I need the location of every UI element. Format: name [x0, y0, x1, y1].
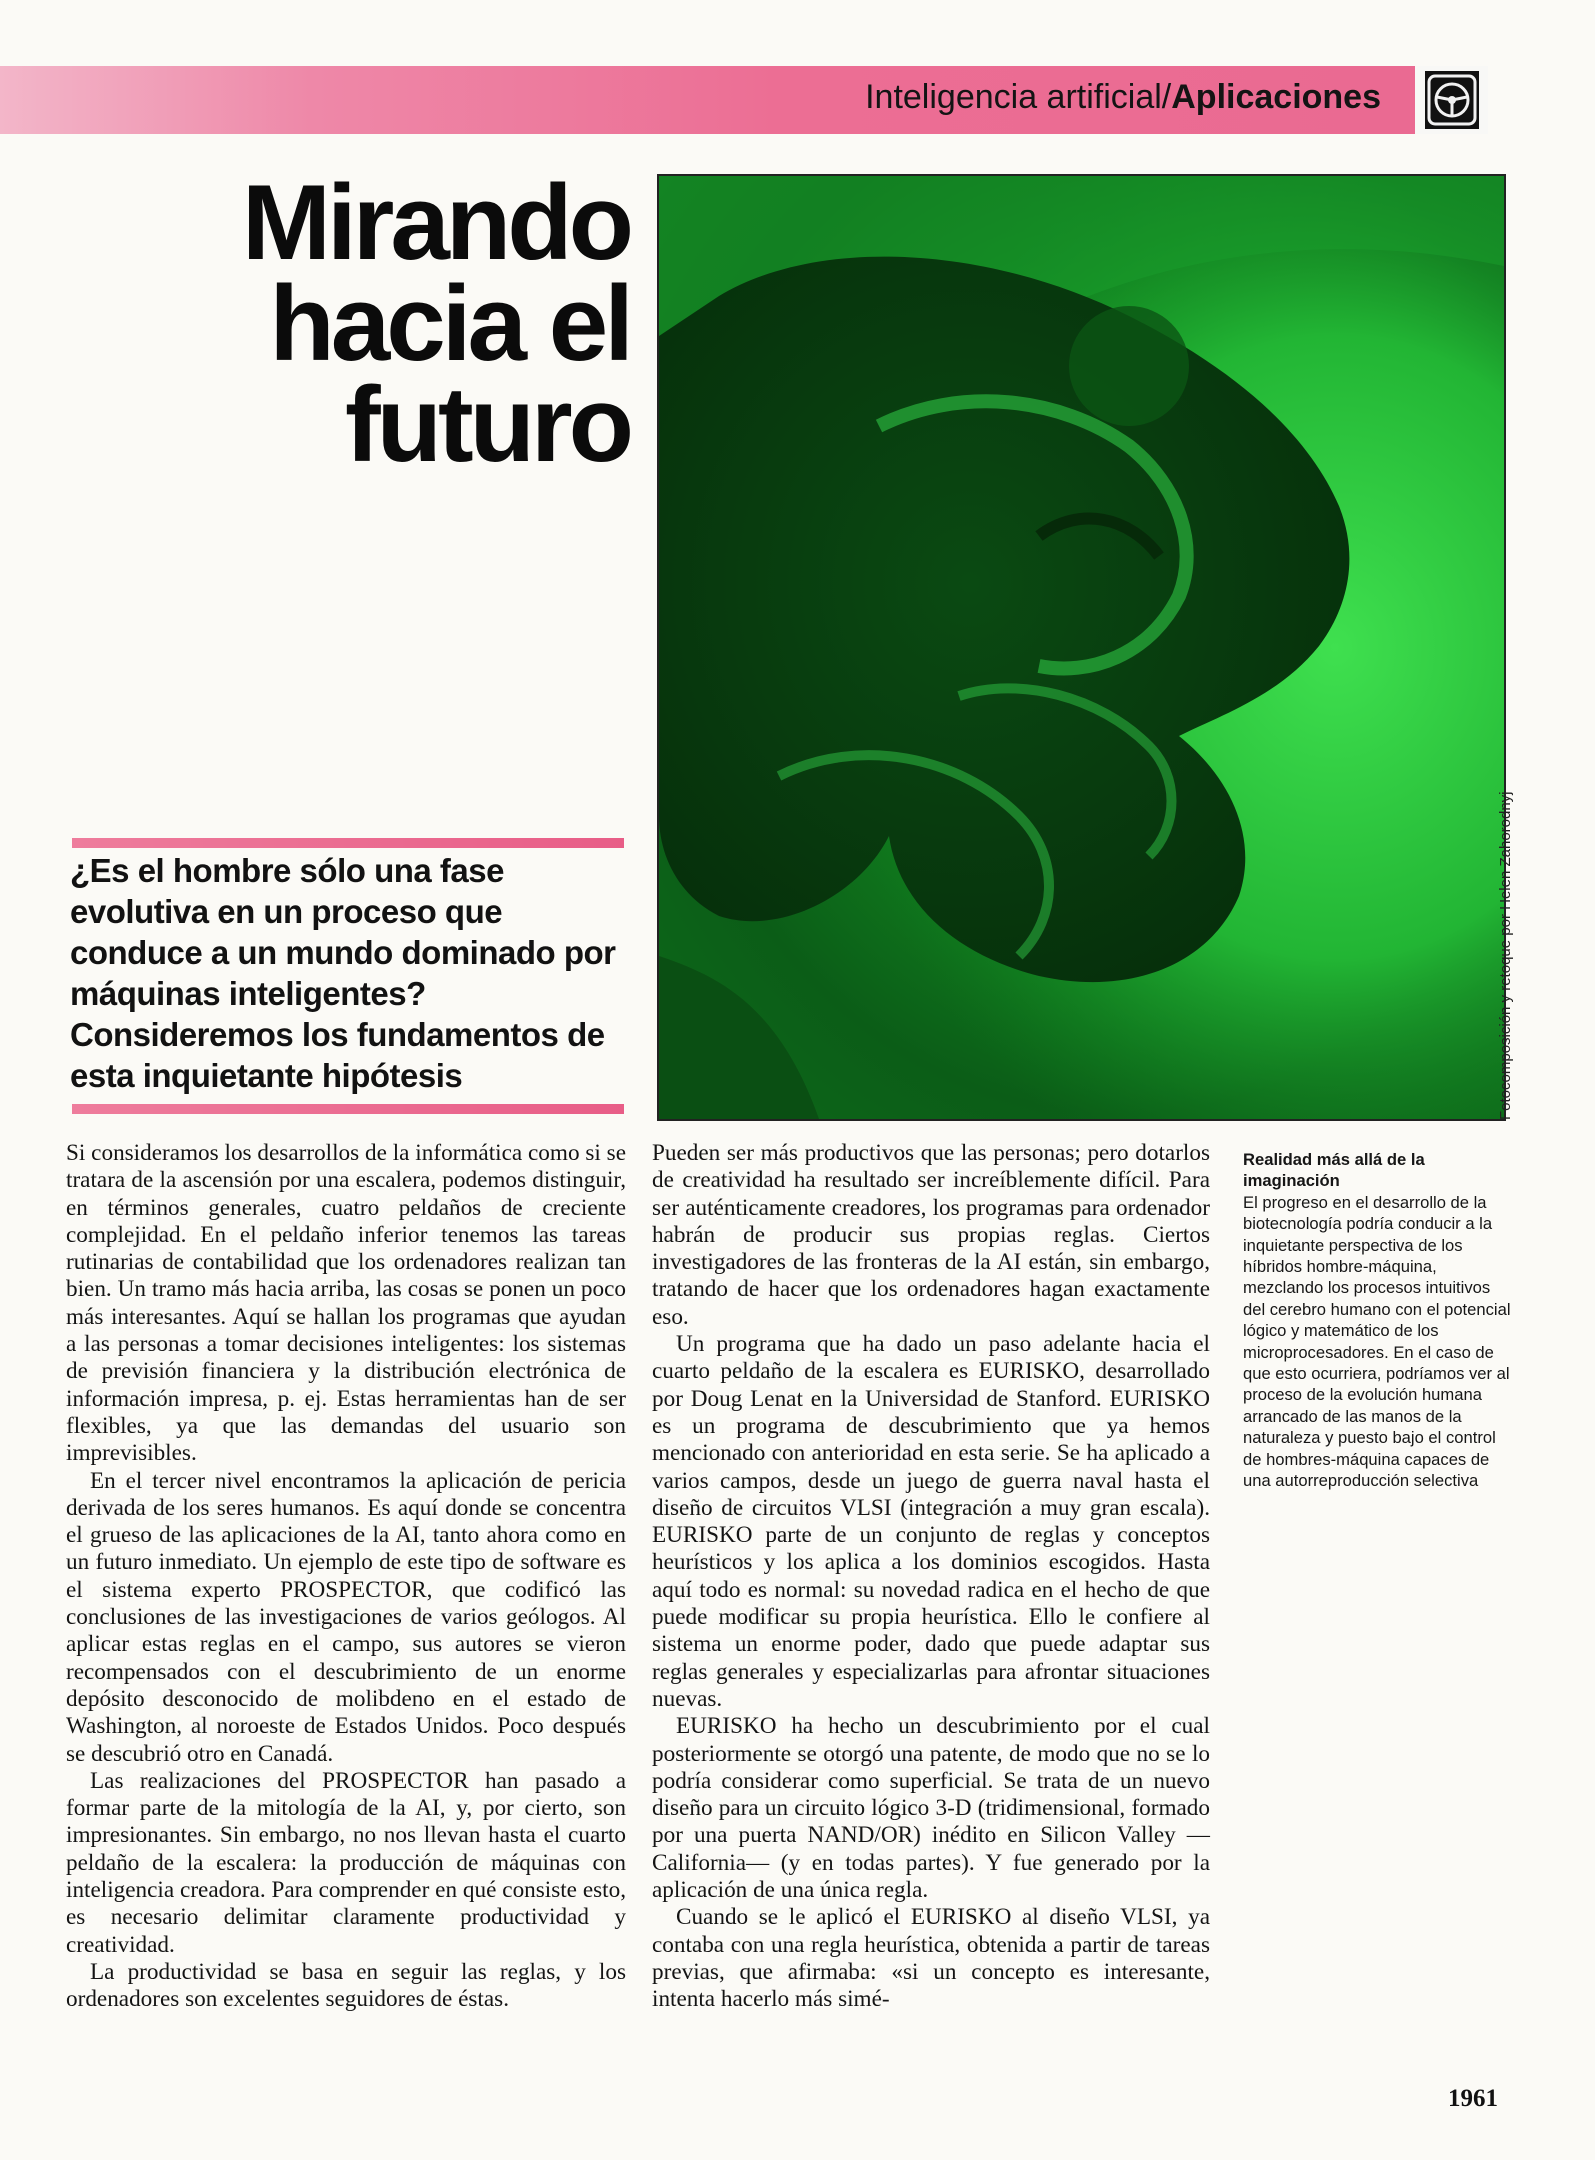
article-title — [150, 162, 630, 484]
col1-paragraph-4: La productividad se basa en seguir las reglas, y los ordenadores son excelentes seguidores de éstas. — [66, 1958, 626, 2013]
col2-paragraph-3: EURISKO ha hecho un descubrimiento por el cual posteriormente se otorgó una patente, de modo que no se lo podría considerar como superficial. Se trata de un nuevo diseño para un circuito lógico 3-D (tridimensional, formado por una puerta NAND/OR) inédito en Silicon Valley —California— (y en todas partes). Y fue generado por la aplicación de una única regla. — [652, 1713, 1210, 1904]
col1-paragraph-1: Si consideramos los desarrollos de la informática como si se tratara de la ascensión por una escalera, podemos distinguir, en términos generales, cuatro peldaños de creciente complejidad. En el peldaño inferior tenemos las tareas rutinarias de contabilidad que los ordenadores realizan tan bien. Un tramo más hacia arriba, las cosas se ponen un poco más interesantes. Aquí se hallan los programas que ayudan a las personas a tomar decisiones inteligentes: los sistemas de previsión financiera y la distribución electrónica de información impresa, p. ej. Estas herramientas han de ser flexibles, ya que las demandas del usuario son imprevisibles. — [66, 1140, 626, 1467]
section-title — [865, 78, 1381, 117]
col1-paragraph-3: Las realizaciones del PROSPECTOR han pasado a formar parte de la mitología de la AI, y, por cierto, son impresionantes. Sin embargo, no nos llevan hasta el cuarto peldaño de la escalera: la producción de máquinas con inteligencia creadora. Para comprender en qué consiste esto, es necesario delimitar claramente productividad y creatividad. — [66, 1767, 626, 1958]
body-column-2 — [652, 1140, 1210, 2014]
thinker-photo — [657, 174, 1506, 1121]
col2-paragraph-4: Cuando se le aplicó el EURISKO al diseño VLSI, ya contaba con una regla heurística, obtenida a partir de tareas previas, que afirmaba: «si un concepto es interesante, intenta hacerlo más simé- — [652, 1904, 1210, 2013]
lead-paragraph: ¿Es el hombre sólo una fase evolutiva en un proceso que conduce a un mundo dominado por máquinas inteligentes? Consideremos los fundamentos de esta inquietante hipótesis — [70, 852, 616, 1094]
steering-wheel-icon — [1425, 71, 1479, 129]
title-line-3: futuro — [345, 364, 630, 484]
page-number: 1961 — [1448, 2085, 1498, 2112]
photo-caption — [1243, 1149, 1513, 1492]
section-badge — [1415, 66, 1488, 134]
lead-rule-top — [72, 838, 624, 848]
title-line-1: Mirando — [241, 162, 630, 282]
caption-title: Realidad más allá de la imaginación — [1243, 1150, 1425, 1191]
body-column-1 — [66, 1140, 626, 2014]
section-name: Aplicaciones — [1171, 78, 1381, 116]
title-line-2: hacia el — [269, 263, 630, 383]
section-prefix: Inteligencia artificial/ — [865, 78, 1172, 116]
caption-text: El progreso en el desarrollo de la biotecnología podría conducir a la inquietante perspectiva de los híbridos hombre-máquina, mezclando los procesos intuitivos del cerebro humano con el potencial lógico y matemático de los microprocesadores. En el caso de que esto ocurriera, podríamos ver al proceso de la evolución humana arrancado de las manos de la naturaleza y puesto bajo el control de hombres-máquina capaces de una autorreproducción selectiva — [1243, 1192, 1511, 1491]
col2-paragraph-2: Un programa que ha dado un paso adelante hacia el cuarto peldaño de la escalera es EURISKO, desarrollado por Doug Lenat en la Universidad de Stanford. EURISKO es un programa de descubrimiento que ya hemos mencionado con anterioridad en esta serie. Se ha aplicado a varios campos, desde un juego de guerra naval hasta el diseño de circuitos VLSI (integración a muy gran escala). EURISKO parte de un conjunto de reglas y conceptos heurísticos y los aplica a los dominios escogidos. Hasta aquí todo es normal: su novedad radica en el hecho de que puede modificar su propia heurística. Ello le confiere al sistema un enorme poder, dado que puede adaptar sus reglas generales y especializarlas para afrontar situaciones nuevas. — [652, 1331, 1210, 1712]
col2-paragraph-1: Pueden ser más productivos que las personas; pero dotarlos de creatividad ha resultado ser increíblemente difícil. Para ser auténticamente creadores, los programas para ordenador habrán de producir sus propias reglas. Ciertos investigadores de las fronteras de la AI están, sin embargo, tratando de hacer que los ordenadores hagan exactamente eso. — [652, 1140, 1210, 1330]
section-header-band — [0, 66, 1415, 134]
thinker-illustration — [659, 176, 1504, 1119]
lead-rule-bottom — [72, 1104, 624, 1114]
col1-paragraph-2: En el tercer nivel encontramos la aplicación de pericia derivada de los seres humanos. Es aquí donde se concentra el grueso de las aplicaciones de la AI, tanto ahora como en un futuro inmediato. Un ejemplo de este tipo de software es el sistema experto PROSPECTOR, que codificó las conclusiones de las investigaciones de varios geólogos. Al aplicar estas reglas en el campo, sus autores se vieron recompensados con el descubrimiento de un enorme depósito desconocido de molibdeno en el estado de Washington, al noroeste de Estados Unidos. Poco después se descubrió otro en Canadá. — [66, 1467, 626, 1767]
photo-credit: Fotocomposición y retoque por Helen Zahorodnyj — [1497, 791, 1514, 1120]
